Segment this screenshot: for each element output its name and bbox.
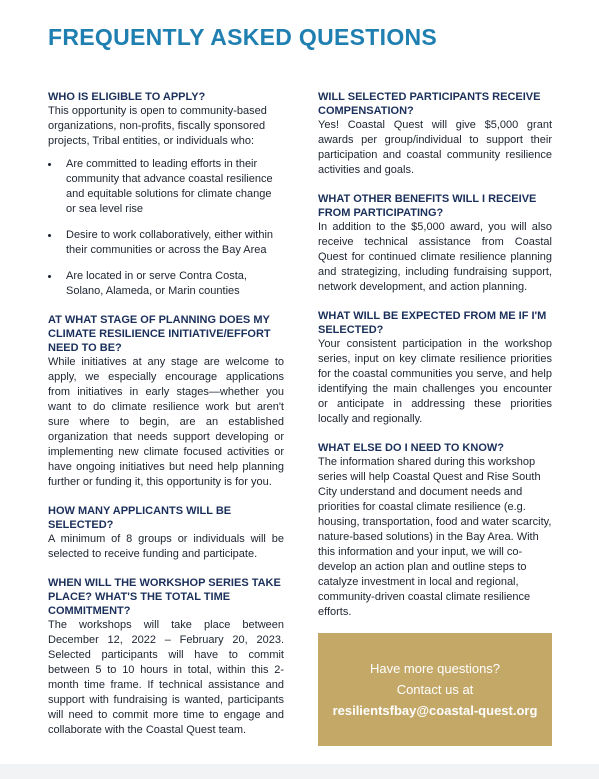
question: WHO IS ELIGIBLE TO APPLY? — [48, 91, 206, 103]
answer: The information shared during this workshop series will help Coastal Quest and Rise South City understand and document needs and priorities for coastal climate resilience (e.g. housing, transportation, food and water scarcity, nature-based solutions) in the Bay Area. With this information and your input, we will co-develop an action plan and outline steps to catalyze investment in local and regional, community-driven coastal climate resilience efforts. — [318, 456, 552, 618]
question: WHAT WILL BE EXPECTED FROM ME IF I'M SELECTED? — [318, 310, 547, 336]
faq-eligible — [48, 90, 284, 299]
question: WHAT ELSE DO I NEED TO KNOW? — [318, 442, 504, 454]
question: WILL SELECTED PARTICIPANTS RECEIVE COMPENSATION? — [318, 91, 541, 117]
question: HOW MANY APPLICANTS WILL BE SELECTED? — [48, 505, 232, 531]
right-column — [318, 90, 552, 634]
answer: In addition to the $5,000 award, you will also receive technical assistance from Coastal Quest for continued climate resilience planning and strategizing, including fundraising support, network development, and action planning. — [318, 221, 552, 293]
answer: Yes! Coastal Quest will give $5,000 grant awards per group/individual to support their participation and coastal community resilience activities and goals. — [318, 119, 552, 176]
faq-compensation — [318, 90, 552, 178]
answer: Your consistent participation in the workshop series, input on key climate resilience priorities for the coastal communities you serve, and help identifying the main challenges you encounter or anticipate in addressing these priorities locally and regionally. — [318, 338, 552, 425]
question: WHAT OTHER BENEFITS WILL I RECEIVE FROM PARTICIPATING? — [318, 193, 537, 219]
contact-line-1: Have more questions? — [369, 661, 501, 676]
contact-box — [318, 633, 552, 746]
bottom-bar — [0, 764, 599, 779]
question: WHEN WILL THE WORKSHOP SERIES TAKE PLACE? WHAT'S THE TOTAL TIME COMMITMENT? — [48, 577, 281, 617]
list-item: Are committed to leading efforts in their community that advance coastal resilience and equitable solutions for climate change or sea level rise — [48, 157, 284, 217]
contact-line-2: Contact us at — [396, 682, 474, 697]
question: AT WHAT STAGE OF PLANNING DOES MY CLIMATE RESILIENCE INITIATIVE/EFFORT NEED TO BE? — [48, 314, 271, 354]
answer: A minimum of 8 groups or individuals will be selected to receive funding and participate. — [48, 533, 284, 560]
page-title: FREQUENTLY ASKED QUESTIONS — [48, 24, 438, 50]
answer: While initiatives at any stage are welcome to apply, we especially encourage applications from initiatives in early stages—whether you want to do climate resilience work but aren't sure where to begin, are an established organization that needs support developing or implementing new climate focused activities or have ongoing initiatives but need help planning further or funding it, this opportunity is for you. — [48, 356, 284, 488]
list-item: Desire to work collaboratively, either within their communities or across the Bay Area — [48, 228, 284, 258]
eligibility-list — [48, 157, 284, 299]
faq-stage — [48, 313, 284, 490]
faq-workshop — [48, 576, 284, 738]
answer: This opportunity is open to community-based organizations, non-profits, fiscally sponsored projects, Tribal entities, or individuals who: — [48, 105, 267, 147]
faq-expected — [318, 309, 552, 427]
faq-else — [318, 441, 552, 620]
list-item: Are located in or serve Contra Costa, Solano, Alameda, or Marin counties — [48, 269, 284, 299]
answer: The workshops will take place between December 12, 2022 – February 20, 2023. Selected participants will have to commit between 5 to 10 hours in total, within this 2-month time frame. If technical assistance and support with fundraising is wanted, participants will need to commit more time to engage and collaborate with the Coastal Quest team. — [48, 619, 284, 736]
left-column — [48, 90, 284, 752]
faq-applicants — [48, 504, 284, 562]
faq-benefits — [318, 192, 552, 295]
contact-email-link[interactable]: resilientsfbay@coastal-quest.org — [332, 703, 538, 718]
